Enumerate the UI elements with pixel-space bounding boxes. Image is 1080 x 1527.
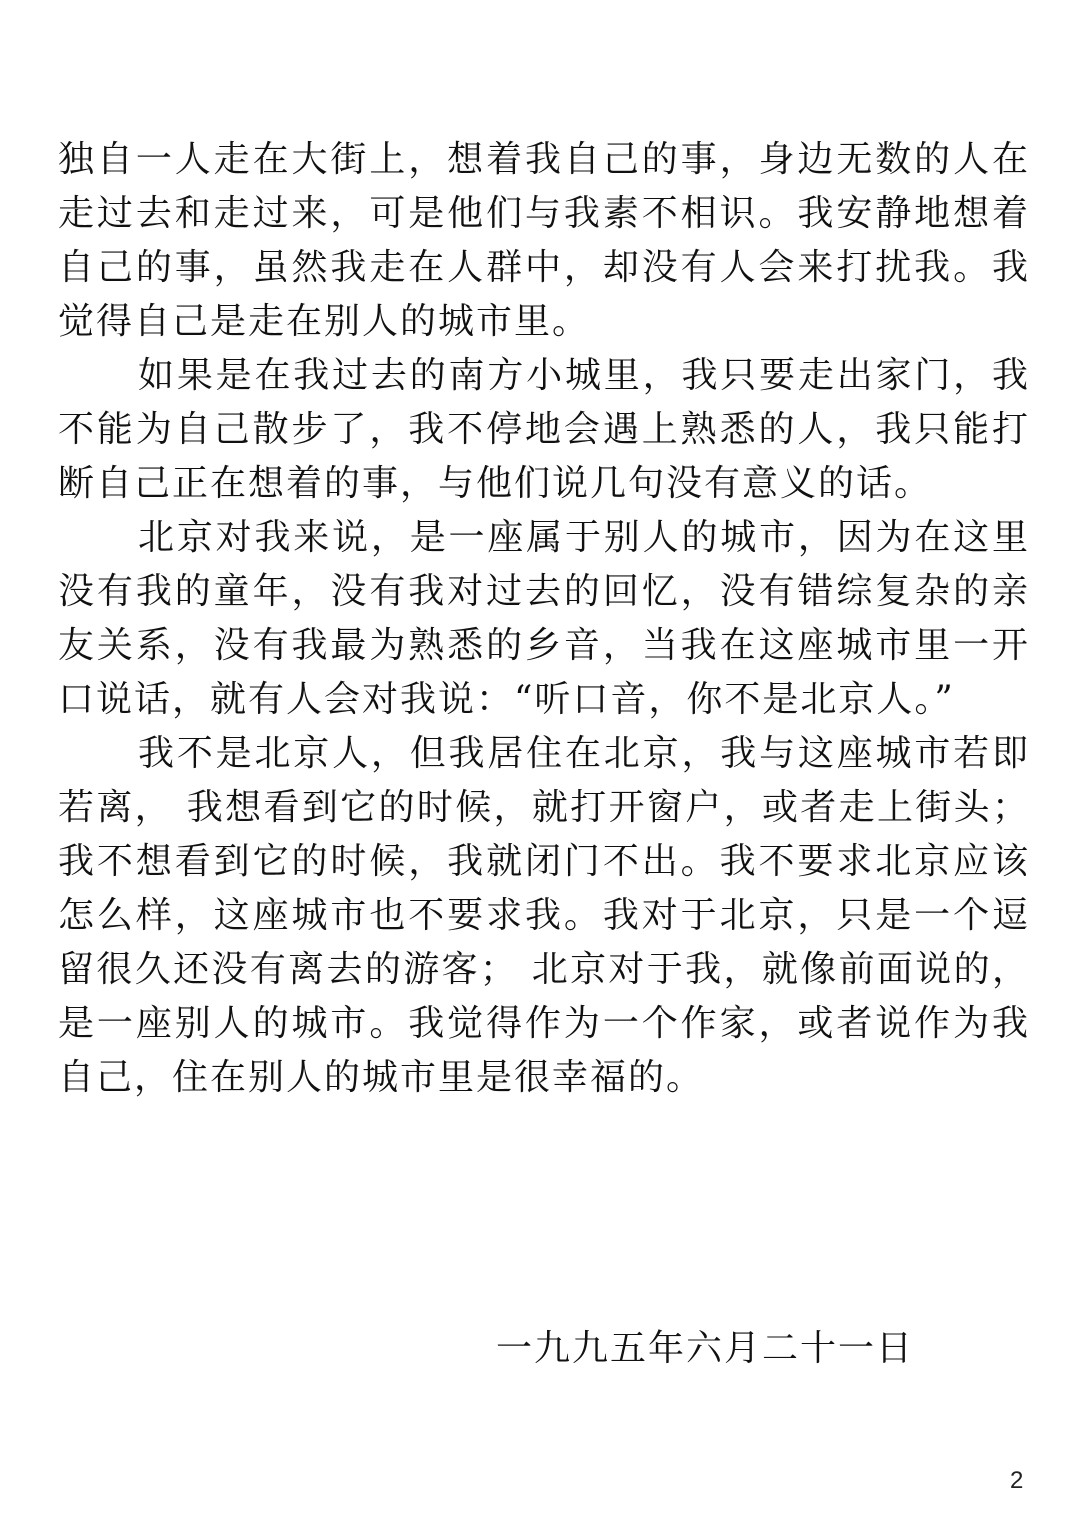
paragraph-2: 如果是在我过去的南方小城里，我只要走出家门，我不能为自己散步了，我不停地会遇上熟悉的人，我只能打断自己正在想着的事，与他们说几句没有意义的话。 [58, 355, 1030, 504]
essay-body [58, 133, 1030, 1105]
paragraph-1: 独自一人走在大街上，想着我自己的事，身边无数的人在走过去和走过来，可是他们与我素不相识。我安静地想着自己的事，虽然我走在人群中，却没有人会来打扰我。我觉得自己是走在别人的城市里。 [58, 139, 1030, 342]
page-number: 2 [1010, 1467, 1024, 1494]
document-date: 一九九五年六月二十一日 [496, 1328, 915, 1369]
paragraph-4: 我不是北京人，但我居住在北京，我与这座城市若即若离， 我想看到它的时候，就打开窗户，或者走上街头；我不想看到它的时候，我就闭门不出。我不要求北京应该怎么样，这座城市也不要求我。我对于北京，只是一个逗留很久还没有离去的游客； 北京对于我，就像前面说的，是一座别人的城市。我觉得作为一个作家，或者说作为我自己，住在别人的城市里是很幸福的。 [58, 733, 1030, 1098]
paragraph-3: 北京对我来说，是一座属于别人的城市，因为在这里没有我的童年，没有我对过去的回忆，没有错综复杂的亲友关系，没有我最为熟悉的乡音，当我在这座城市里一开口说话，就有人会对我说：“听口音，你不是北京人。” [58, 517, 1030, 720]
